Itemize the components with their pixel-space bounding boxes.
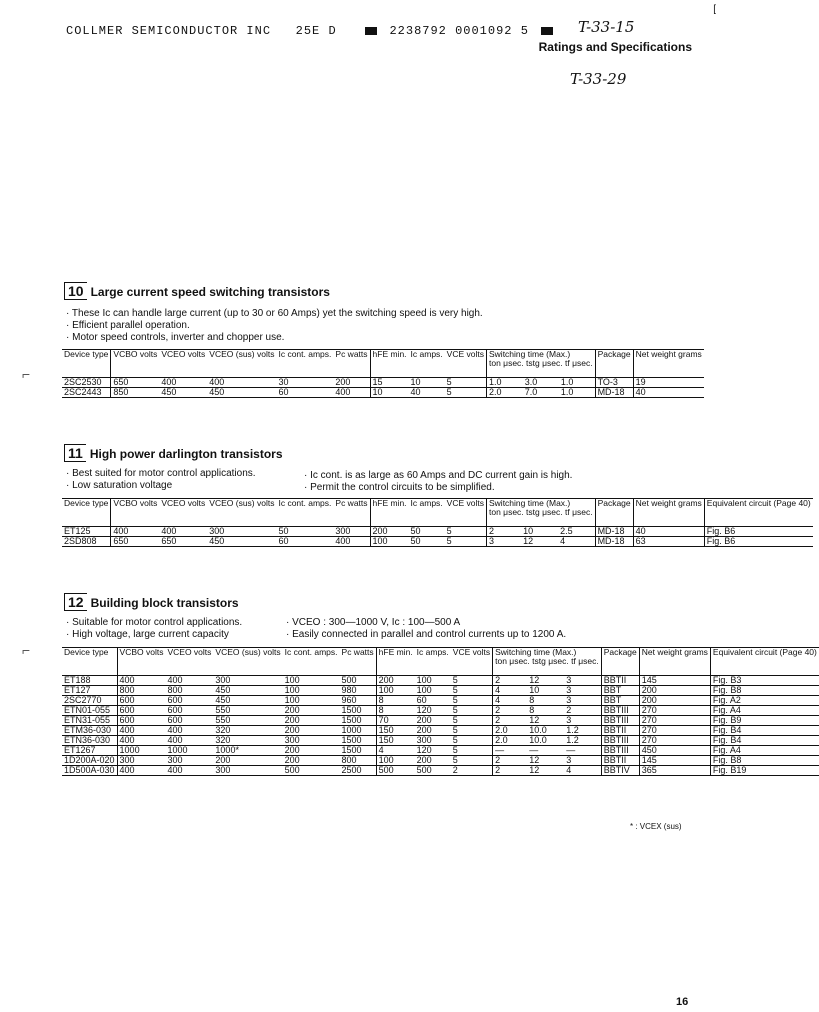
col-header: Ic cont. amps. <box>278 349 332 359</box>
table-cell: 300 <box>335 526 351 536</box>
table-cell: 10 <box>410 377 421 387</box>
device-type-cell: 1D500A-030 <box>64 765 115 775</box>
table-row <box>62 696 819 706</box>
table-cell: 1.0 <box>560 387 574 397</box>
section-number: 10 <box>64 282 87 300</box>
device-type-cell: 2SC2530 <box>64 377 102 387</box>
table-cell: 200 <box>376 676 415 686</box>
table-cell: 4 <box>560 536 566 546</box>
col-header: VCEO volts <box>161 498 206 508</box>
device-type-cell: 2SD808 <box>64 536 97 546</box>
table-cell: 500 <box>376 766 415 776</box>
table-cell: 200 <box>284 745 300 755</box>
company-name: COLLMER SEMICONDUCTOR INC <box>66 24 272 38</box>
table-cell: 2 <box>493 766 528 776</box>
table-cell: 50 <box>410 526 421 536</box>
table-cell: Fig. B4 <box>710 726 818 736</box>
table-row <box>62 706 819 716</box>
device-type-cell: ET127 <box>64 685 91 695</box>
table-cell: MD-18 <box>595 388 633 398</box>
table-cell: 320 <box>215 725 231 735</box>
table-cell: 2500 <box>341 765 362 775</box>
margin-mark: ⌐ <box>22 642 31 658</box>
table-row <box>62 766 819 776</box>
switching-time-header: Switching time (Max.) ton μsec. tstg μsec. tf μsec. <box>487 350 596 378</box>
table-cell: 300 <box>209 526 225 536</box>
table-cell: 10 <box>370 388 409 398</box>
table-cell: 5 <box>446 536 452 546</box>
table-cell: 7.0 <box>524 387 538 397</box>
col-header: VCE volts <box>446 349 484 359</box>
table-cell: 12 <box>529 765 540 775</box>
device-type-cell: ETM36-030 <box>64 725 112 735</box>
black-block-icon <box>365 27 377 35</box>
table-cell: 270 <box>639 706 710 716</box>
table-row <box>62 736 819 746</box>
table-body <box>62 676 819 776</box>
col-header: Package <box>601 648 639 676</box>
table-cell: 400 <box>161 526 177 536</box>
table-cell: 4 <box>493 696 528 706</box>
table-cell: 365 <box>639 766 710 776</box>
table-cell: 60 <box>278 387 289 397</box>
table-cell: 2.0 <box>493 726 528 736</box>
table-row <box>62 716 819 726</box>
col-header: Pc watts <box>335 498 368 508</box>
table-cell: 500 <box>341 675 357 685</box>
section-12-bullets-left: · Suitable for motor control applications. · High voltage, large current capacity <box>66 617 243 640</box>
section-10-bullets: · These Ic can handle large current (up to 30 or 60 Amps) yet the switching speed is very high. · Efficient parallel operation. · Motor speed controls, inverter and chopper use. <box>66 308 483 343</box>
table-cell: Fig. A4 <box>710 746 818 756</box>
table-cell: 8 <box>529 705 535 715</box>
table-cell: Fig. B8 <box>710 756 818 766</box>
table-cell: 300 <box>416 735 432 745</box>
table-cell: 100 <box>284 685 300 695</box>
table-cell: 8 <box>376 696 415 706</box>
table-row <box>62 746 819 756</box>
table-cell: 50 <box>410 536 421 546</box>
table-cell: 5 <box>452 675 458 685</box>
section-10-title: 10 Large current speed switching transistors <box>64 282 330 300</box>
table-row <box>62 527 813 537</box>
table-cell: 200 <box>284 755 300 765</box>
table-body <box>62 378 704 398</box>
table-cell: 800 <box>167 685 183 695</box>
table-cell: 3 <box>566 695 572 705</box>
table-cell: 800 <box>341 755 357 765</box>
table-cell: 1.0 <box>487 378 523 388</box>
table-cell: 400 <box>117 726 165 736</box>
table-cell: 5 <box>452 745 458 755</box>
table-cell: 5 <box>452 705 458 715</box>
col-header: Package <box>595 350 633 378</box>
col-header: hFE min. <box>370 350 409 378</box>
table-cell: 550 <box>215 715 231 725</box>
table-cell: 450 <box>209 387 225 397</box>
table-cell: MD-18 <box>595 527 633 537</box>
device-type-cell: 2SC2770 <box>64 695 102 705</box>
table-cell: 800 <box>117 686 165 696</box>
col-header: Package <box>595 499 633 527</box>
table-cell: 600 <box>117 706 165 716</box>
col-header: Ic amps. <box>410 349 443 359</box>
col-header: hFE min. <box>376 648 415 676</box>
table-cell: BBT <box>601 686 639 696</box>
table-cell: BBTIII <box>601 746 639 756</box>
table-cell: 1500 <box>341 715 362 725</box>
col-header: VCE volts <box>446 498 484 508</box>
table-cell: 400 <box>117 736 165 746</box>
table-cell: 2 <box>493 706 528 716</box>
table-cell: 400 <box>167 765 183 775</box>
table-cell: — <box>566 745 576 755</box>
section-number: 11 <box>64 444 86 462</box>
table-cell: 4 <box>376 746 415 756</box>
table-cell: 50 <box>278 526 289 536</box>
table-row <box>62 378 704 388</box>
table-cell: 200 <box>284 725 300 735</box>
table-cell: 5 <box>446 387 452 397</box>
col-header: Ic amps. <box>410 498 443 508</box>
table-cell: 2.0 <box>493 736 528 746</box>
table-cell: 150 <box>376 726 415 736</box>
table-cell: 12 <box>523 536 534 546</box>
table-cell: Fig. B6 <box>704 537 812 547</box>
table-cell: 1.2 <box>566 725 579 735</box>
table-cell: BBTII <box>601 676 639 686</box>
col-header: Pc watts <box>341 647 374 657</box>
table-cell: BBTIII <box>601 716 639 726</box>
table-cell: 200 <box>416 725 432 735</box>
switching-time-header: Switching time (Max.) ton μsec. tstg μsec. tf μsec. <box>487 499 596 527</box>
table-cell: 5 <box>446 526 452 536</box>
table-cell: 400 <box>335 536 351 546</box>
footnote: * : VCEX (sus) <box>630 822 682 831</box>
table-cell: 60 <box>278 536 289 546</box>
page-number: 16 <box>676 996 689 1008</box>
table-cell: 2 <box>566 705 572 715</box>
table-cell: 200 <box>639 686 710 696</box>
table-cell: Fig. A2 <box>710 696 818 706</box>
table-cell: Fig. B19 <box>710 766 818 776</box>
table-cell: 1000 <box>341 725 362 735</box>
col-header: VCBO volts <box>111 350 159 378</box>
table-cell: 1000 <box>117 746 165 756</box>
header-code-2: 2238792 0001092 5 <box>389 24 529 38</box>
table-cell: 500 <box>416 765 432 775</box>
table-cell: 100 <box>370 537 409 547</box>
table-row <box>62 686 819 696</box>
table-cell: 5 <box>452 725 458 735</box>
section-11-title: 11 High power darlington transistors <box>64 444 283 462</box>
section-12-table <box>62 647 819 776</box>
table-cell: Fig. A4 <box>710 706 818 716</box>
table-cell: 12 <box>529 755 540 765</box>
col-header: Ic cont. amps. <box>278 498 332 508</box>
table-cell: 270 <box>639 736 710 746</box>
table-cell: — <box>493 746 528 756</box>
table-cell: 300 <box>117 756 165 766</box>
table-cell: 10.0 <box>529 735 547 745</box>
table-cell: MD-18 <box>595 537 633 547</box>
table-cell: 40 <box>410 387 421 397</box>
table-cell: 400 <box>117 676 165 686</box>
device-type-cell: ETN31-055 <box>64 715 111 725</box>
table-cell: 1000* <box>215 745 239 755</box>
col-header: Net weight grams <box>633 350 704 378</box>
table-cell: Fig. B4 <box>710 736 818 746</box>
table-cell: 3 <box>487 537 522 547</box>
table-cell: 2.0 <box>487 388 523 398</box>
switching-time-header: Switching time (Max.) ton μsec. tstg μsec. tf μsec. <box>493 648 602 676</box>
table-cell: 40 <box>633 388 704 398</box>
table-cell: 5 <box>452 685 458 695</box>
table-cell: 960 <box>341 695 357 705</box>
table-cell: 8 <box>376 706 415 716</box>
table-cell: 10.0 <box>529 725 547 735</box>
table-cell: 1500 <box>341 705 362 715</box>
section-12-title: 12 Building block transistors <box>64 593 239 611</box>
col-header: Device type <box>64 349 109 359</box>
header-code-1: 25E D <box>295 24 337 38</box>
margin-mark: ⌐ <box>22 366 31 382</box>
col-header: VCEO (sus) volts <box>209 498 275 508</box>
table-cell: 3 <box>566 685 572 695</box>
device-type-cell: 2SC2443 <box>64 387 102 397</box>
table-cell: 5 <box>452 695 458 705</box>
table-row <box>62 726 819 736</box>
table-cell: 12 <box>529 675 540 685</box>
table-cell: BBTII <box>601 756 639 766</box>
table-cell: 400 <box>167 675 183 685</box>
section-11-table <box>62 498 813 547</box>
table-cell: 200 <box>335 377 351 387</box>
page-subtitle: Ratings and Specifications <box>538 40 692 54</box>
table-cell: 500 <box>284 765 300 775</box>
table-cell: 120 <box>416 705 432 715</box>
device-type-cell: ETN01-055 <box>64 705 111 715</box>
table-cell: 1500 <box>341 735 362 745</box>
table-cell: 2 <box>452 765 458 775</box>
table-cell: 400 <box>167 725 183 735</box>
table-cell: 3 <box>566 715 572 725</box>
table-cell: BBTIII <box>601 706 639 716</box>
table-row <box>62 676 819 686</box>
table-cell: 450 <box>209 536 225 546</box>
table-cell: Fig. B6 <box>704 527 812 537</box>
table-cell: 400 <box>209 377 225 387</box>
table-cell: 10 <box>523 526 534 536</box>
table-row <box>62 756 819 766</box>
section-11-bullets-right: · Ic cont. is as large as 60 Amps and DC current gain is high. · Permit the control circuits to be simplified. <box>304 470 573 493</box>
table-cell: 120 <box>416 745 432 755</box>
page-header <box>66 24 557 38</box>
table-cell: 2 <box>493 756 528 766</box>
table-cell: 200 <box>416 755 432 765</box>
table-cell: 600 <box>167 695 183 705</box>
table-cell: 70 <box>376 716 415 726</box>
table-cell: 40 <box>633 527 704 537</box>
col-header: VCBO volts <box>117 648 165 676</box>
table-cell: 450 <box>215 695 231 705</box>
table-cell: 100 <box>416 685 432 695</box>
table-cell: 2 <box>487 527 522 537</box>
table-cell: 200 <box>416 715 432 725</box>
table-cell: 5 <box>446 377 452 387</box>
col-header: Net weight grams <box>633 499 704 527</box>
device-type-cell: ET188 <box>64 675 91 685</box>
table-cell: 850 <box>111 388 159 398</box>
col-header: Device type <box>64 498 109 508</box>
col-header: Equivalent circuit (Page 40) <box>710 648 818 676</box>
table-cell: 4 <box>566 765 572 775</box>
table-cell: 2 <box>493 676 528 686</box>
col-header: VCEO volts <box>161 349 206 359</box>
section-12-bullets-right: · VCEO : 300—1000 V, Ic : 100—500 A · Easily connected in parallel and control currents up to 1200 A. <box>286 617 567 640</box>
col-header: VCEO (sus) volts <box>209 349 275 359</box>
table-cell: BBTIV <box>601 766 639 776</box>
col-header: VCE volts <box>452 647 491 657</box>
table-cell: 320 <box>215 735 231 745</box>
table-cell: 450 <box>215 685 231 695</box>
table-cell: 1000 <box>167 745 188 755</box>
table-cell: 550 <box>215 705 231 715</box>
col-header: Pc watts <box>335 349 368 359</box>
table-cell: TO-3 <box>595 378 633 388</box>
table-cell: Fig. B9 <box>710 716 818 726</box>
table-cell: 200 <box>284 715 300 725</box>
table-cell: BBTII <box>601 726 639 736</box>
col-header: Net weight grams <box>639 648 710 676</box>
table-cell: 100 <box>284 695 300 705</box>
table-cell: 10 <box>529 685 540 695</box>
table-cell: 3.0 <box>524 377 538 387</box>
table-cell: 450 <box>161 387 177 397</box>
handwritten-code-2: T-33-29 <box>570 70 627 88</box>
corner-mark: [ <box>713 4 716 15</box>
table-cell: 300 <box>284 735 300 745</box>
table-cell: 5 <box>452 755 458 765</box>
black-block-icon <box>541 27 553 35</box>
table-cell: 2.5 <box>560 526 573 536</box>
table-cell: 60 <box>416 695 427 705</box>
table-cell: 12 <box>529 715 540 725</box>
table-cell: 400 <box>111 527 159 537</box>
col-header: Ic cont. amps. <box>284 647 338 657</box>
section-11-bullets-left: · Best suited for motor control applications. · Low saturation voltage <box>66 468 256 491</box>
table-cell: 3 <box>566 675 572 685</box>
table-cell: 300 <box>215 675 231 685</box>
table-cell: Fig. B3 <box>710 676 818 686</box>
col-header: VCEO (sus) volts <box>215 647 281 657</box>
table-cell: BBTIII <box>601 736 639 746</box>
table-cell: 63 <box>633 537 704 547</box>
table-cell: 400 <box>161 377 177 387</box>
table-body <box>62 527 813 547</box>
table-cell: 300 <box>167 755 183 765</box>
col-header: Ic amps. <box>416 647 449 657</box>
table-cell: 100 <box>376 686 415 696</box>
table-row <box>62 388 704 398</box>
handwritten-code-1: T-33-15 <box>578 18 635 36</box>
table-cell: 600 <box>117 716 165 726</box>
device-type-cell: ET1267 <box>64 745 96 755</box>
col-header: Equivalent circuit (Page 40) <box>704 499 812 527</box>
table-cell: 300 <box>215 765 231 775</box>
table-cell: 600 <box>167 715 183 725</box>
table-cell: 145 <box>639 676 710 686</box>
table-cell: 1.2 <box>566 735 579 745</box>
device-type-cell: ETN36-030 <box>64 735 111 745</box>
table-cell: 15 <box>370 378 409 388</box>
table-cell: 270 <box>639 726 710 736</box>
table-cell: 650 <box>111 537 159 547</box>
table-cell: 400 <box>117 766 165 776</box>
col-header: VCEO volts <box>167 647 212 657</box>
col-header: Device type <box>64 647 109 657</box>
section-10-table <box>62 349 704 398</box>
table-cell: 8 <box>529 695 535 705</box>
table-row <box>62 537 813 547</box>
table-cell: 145 <box>639 756 710 766</box>
table-cell: 200 <box>639 696 710 706</box>
table-cell: 5 <box>452 715 458 725</box>
table-cell: 1500 <box>341 745 362 755</box>
table-cell: 100 <box>284 675 300 685</box>
table-cell: 200 <box>370 527 409 537</box>
table-cell: 600 <box>117 696 165 706</box>
col-header: hFE min. <box>370 499 409 527</box>
table-cell: BBT <box>601 696 639 706</box>
table-cell: 100 <box>376 756 415 766</box>
table-cell: 400 <box>335 387 351 397</box>
table-cell: 30 <box>278 377 289 387</box>
device-type-cell: 1D200A-020 <box>64 755 115 765</box>
table-cell: 5 <box>452 735 458 745</box>
section-number: 12 <box>64 593 87 611</box>
table-cell: 650 <box>111 378 159 388</box>
table-cell: 270 <box>639 716 710 726</box>
table-cell: 2 <box>493 716 528 726</box>
table-cell: Fig. B8 <box>710 686 818 696</box>
table-cell: 400 <box>167 735 183 745</box>
table-cell: 4 <box>493 686 528 696</box>
table-cell: 1.0 <box>560 377 574 387</box>
table-cell: — <box>529 745 539 755</box>
table-cell: 19 <box>633 378 704 388</box>
table-cell: 980 <box>341 685 357 695</box>
table-cell: 600 <box>167 705 183 715</box>
table-cell: 450 <box>639 746 710 756</box>
table-cell: 150 <box>376 736 415 746</box>
table-cell: 650 <box>161 536 177 546</box>
table-cell: 200 <box>284 705 300 715</box>
table-cell: 100 <box>416 675 432 685</box>
table-cell: 3 <box>566 755 572 765</box>
table-cell: 200 <box>215 755 231 765</box>
col-header: VCBO volts <box>111 499 159 527</box>
device-type-cell: ET125 <box>64 526 91 536</box>
